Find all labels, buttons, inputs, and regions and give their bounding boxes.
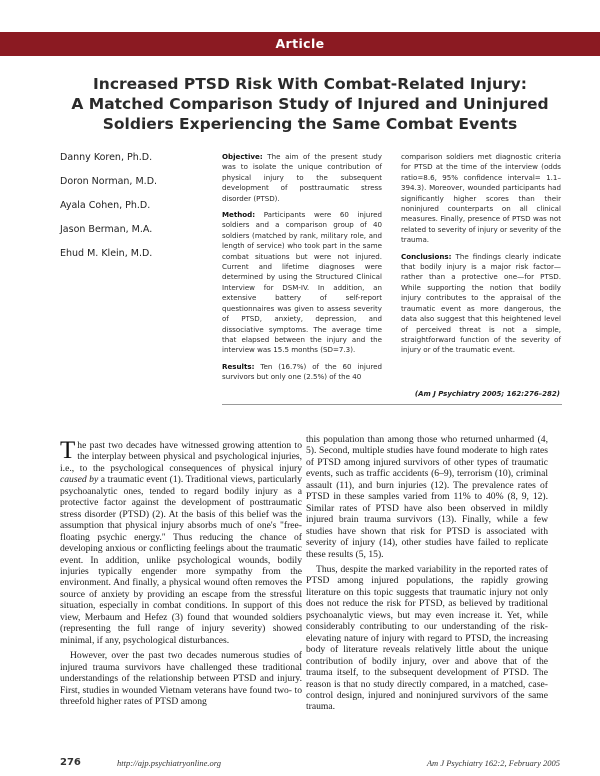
body-text: he past two decades have witnessed growing attention to the interplay between physical and psychological injuries, i.e., to the psychological consequences of physical injury: [60, 440, 302, 474]
conclusions-text: The findings clearly indicate that bodily injury is a major risk factor—rather than a protective one—for PTSD. While supporting the notion that bodily injury contributes to the appraisal of the traumatic event as more dangerous, the data also suggest that this heightened level of perceived threat is not a simple, straightforward function of the severity of injury or of the traumatic event.: [401, 251, 561, 355]
body-paragraph: Thus, despite the marked variability in the reported rates of PTSD among injured populations, the rapidly growing literature on this topic suggests that traumatic injury not only does not reduce the risk for PTSD, as believed by traditional psychoanalytic views, but may even increase it. Yet, while considerably contributing to our understanding of the risk-elevating nature of injury with regard to PTSD, the increasing body of literature reveals relatively little about the unique contribution of bodily injury, over and above that of the trauma itself, to the subsequent development of PTSD. The reason is that no study directly compared, in a matched, case-control design, injured and noninjured survivors of the same trauma.: [306, 563, 548, 713]
article-type-banner: Article: [0, 32, 600, 56]
article-title: [60, 74, 560, 134]
method-text: Participants were 60 injured soldiers and a comparison group of 40 soldiers (matched by rank, military role, and length of service) who took part in the same combat situations but were not injured. Current and lifetime diagnoses were determined by using the Structured Clinical Interview for DSM-IV. In addition, an extensive battery of self-report questionnaires was given to assess severity of PTSD, anxiety, depression, and dissociative symptoms. The average time that elapsed between the injury and the interview was 15.5 months (SD=7.3).: [222, 210, 382, 355]
author: Ehud M. Klein, M.D.: [60, 248, 153, 259]
author-list: [60, 152, 210, 272]
author: Danny Koren, Ph.D.: [60, 152, 153, 163]
abstract-method: [222, 210, 382, 356]
abstract-column-1: [222, 152, 382, 389]
abstract-objective: [222, 152, 382, 204]
abstract-results: [222, 362, 382, 383]
method-label: Method:: [222, 210, 256, 220]
conclusions-label: Conclusions:: [401, 251, 452, 261]
drop-cap: T: [60, 437, 76, 464]
objective-label: Objective:: [222, 152, 263, 161]
abstract-results-cont: comparison soldiers met diagnostic criteria for PTSD at the time of the interview (odds ratio=8.6, 95% confidence interval= 1.1–394.3). Moreover, wounded participants had significantly higher scores than their noninjured counterparts on all clinical measures. Finally, presence of PTSD was not related to severity of injury or severity of the trauma.: [401, 152, 561, 245]
results-label: Results:: [222, 361, 255, 371]
citation: (Am J Psychiatry 2005; 162:276–282): [414, 390, 560, 398]
journal-issue: Am J Psychiatry 162:2, February 2005: [426, 758, 560, 768]
title-line-3: Soldiers Experiencing the Same Combat Events: [102, 115, 518, 133]
body-column-left: [60, 437, 302, 707]
body-paragraph: [60, 437, 302, 646]
results-text: Ten (16.7%) of the 60 injured survivors but only one (2.5%) of the 40: [222, 361, 382, 382]
objective-text: The aim of the present study was to isolate the unique contribution of physical injury to the subsequent development of posttraumatic stress disorder (PTSD).: [222, 152, 382, 203]
body-text: a traumatic event (1). Traditional views, particularly psychoanalytic ones, tended to regard bodily injury as a protective factor against the development of posttraumatic stress disorder (PTSD) (2). At the basis of this belief was the assumption that physical injury absorbs much of one's "free-floating psychic energy." Thus reducing the chance of developing anxious or conflicting feelings about the traumatic event. In addition, unlike psychological wounds, bodily injuries typically engender more sympathy from the environment. And finally, a physical wound often removes the source of anxiety by providing an escape from the stressful situation, especially in combat conditions. In support of this view, Merbaum and Hefez (3) found that wounded soldiers (representing the full range of injury severity) showed minimal, if any, psychological disturbances.: [60, 474, 302, 646]
body-paragraph: this population than among those who returned unharmed (4, 5). Second, multiple studies have found moderate to high rates of PTSD among injured survivors of other types of traumatic events, such as traffic accidents (6–9), terrorism (10), criminal assault (11), and burn injuries (12). The prevalence rates of PTSD in these samples varied from 11% to 40% (8, 9, 12). Similar rates of PTSD have also been observed in mildly injured brain trauma survivors (13). Finally, while a few studies have shown that risk for PTSD is associated with severity of injury (14), other studies have failed to replicate these results (5, 15).: [306, 434, 548, 560]
author: Doron Norman, M.D.: [60, 176, 158, 187]
abstract-conclusions: [401, 252, 561, 356]
title-line-1: Increased PTSD Risk With Combat-Related Injury:: [93, 75, 527, 93]
page-number: 276: [60, 757, 81, 768]
title-line-2: A Matched Comparison Study of Injured and Uninjured: [71, 95, 549, 113]
abstract-divider: [222, 404, 562, 405]
body-paragraph: However, over the past two decades numerous studies of injured trauma survivors have challenged these traditional understandings of the relationship between PTSD and injury. First, studies in wounded Vietnam veterans have found two- to threefold higher rates of PTSD among: [60, 650, 302, 707]
emphasis-text: caused by: [60, 474, 99, 486]
abstract-column-2: [401, 152, 561, 362]
body-column-right: [306, 434, 548, 713]
author: Ayala Cohen, Ph.D.: [60, 200, 151, 211]
journal-url: http://ajp.psychiatryonline.org: [117, 758, 222, 768]
author: Jason Berman, M.A.: [60, 224, 153, 235]
